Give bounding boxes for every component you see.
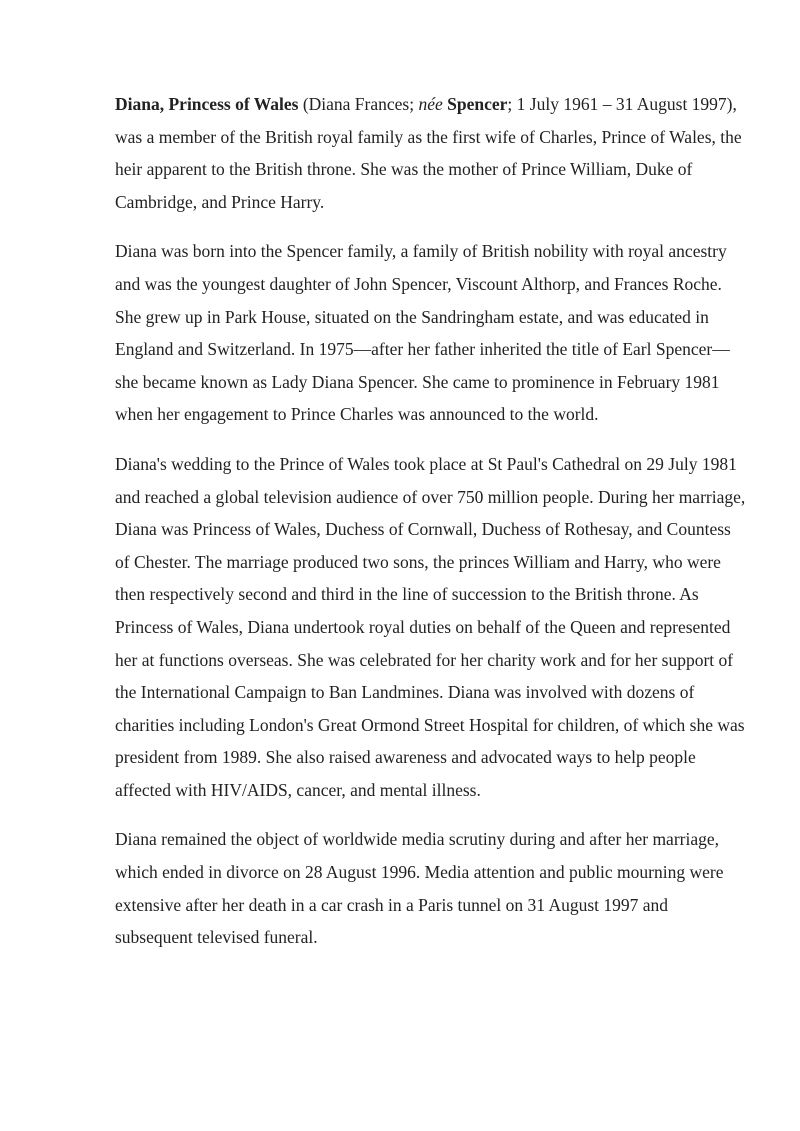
- intro-rest: ; 1 July 1961 – 31 August 1997), was a member of the British royal family as the first wife of Charles, Prince of Wales, the heir apparent to the British throne. She was the mother of Prince William, Duke of Cambridge, and Prince Harry.: [115, 94, 742, 212]
- intro-open: (Diana Frances;: [298, 94, 419, 114]
- maiden-name: Spencer: [447, 94, 508, 114]
- paragraph-early-life: Diana was born into the Spencer family, a family of British nobility with royal ancestry and was the youngest daughter of John Spencer, Viscount Althorp, and Frances Roche. She grew up in Park House, situated on the Sandringham estate, and was educated in England and Switzerland. In 1975—after her father inherited the title of Earl Spencer—she became known as Lady Diana Spencer. She came to prominence in February 1981 when her engagement to Prince Charles was announced to the world.: [115, 241, 730, 425]
- document-body: [115, 88, 747, 971]
- nee-word: née: [418, 94, 443, 114]
- subject-name: Diana, Princess of Wales: [115, 94, 299, 114]
- paragraph-intro: [115, 88, 747, 218]
- paragraph-marriage: Diana's wedding to the Prince of Wales took place at St Paul's Cathedral on 29 July 1981 and reached a global television audience of over 750 million people. During her marriage, Diana was Princess of Wales, Duchess of Cornwall, Duchess of Rothesay, and Countess of Chester. The marriage produced two sons, the princes William and Harry, who were then respectively second and third in the line of succession to the British throne. As Princess of Wales, Diana undertook royal duties on behalf of the Queen and represented her at functions overseas. She was celebrated for her charity work and for her support of the International Campaign to Ban Landmines. Diana was involved with dozens of charities including London's Great Ormond Street Hospital for children, of which she was president from 1989. She also raised awareness and advocated ways to help people affected with HIV/AIDS, cancer, and mental illness.: [115, 453, 746, 800]
- paragraph-death: Diana remained the object of worldwide media scrutiny during and after her marriage, which ended in divorce on 28 August 1996. Media attention and public mourning were extensive after her death in a car crash in a Paris tunnel on 31 August 1997 and subsequent televised funeral.: [115, 829, 724, 948]
